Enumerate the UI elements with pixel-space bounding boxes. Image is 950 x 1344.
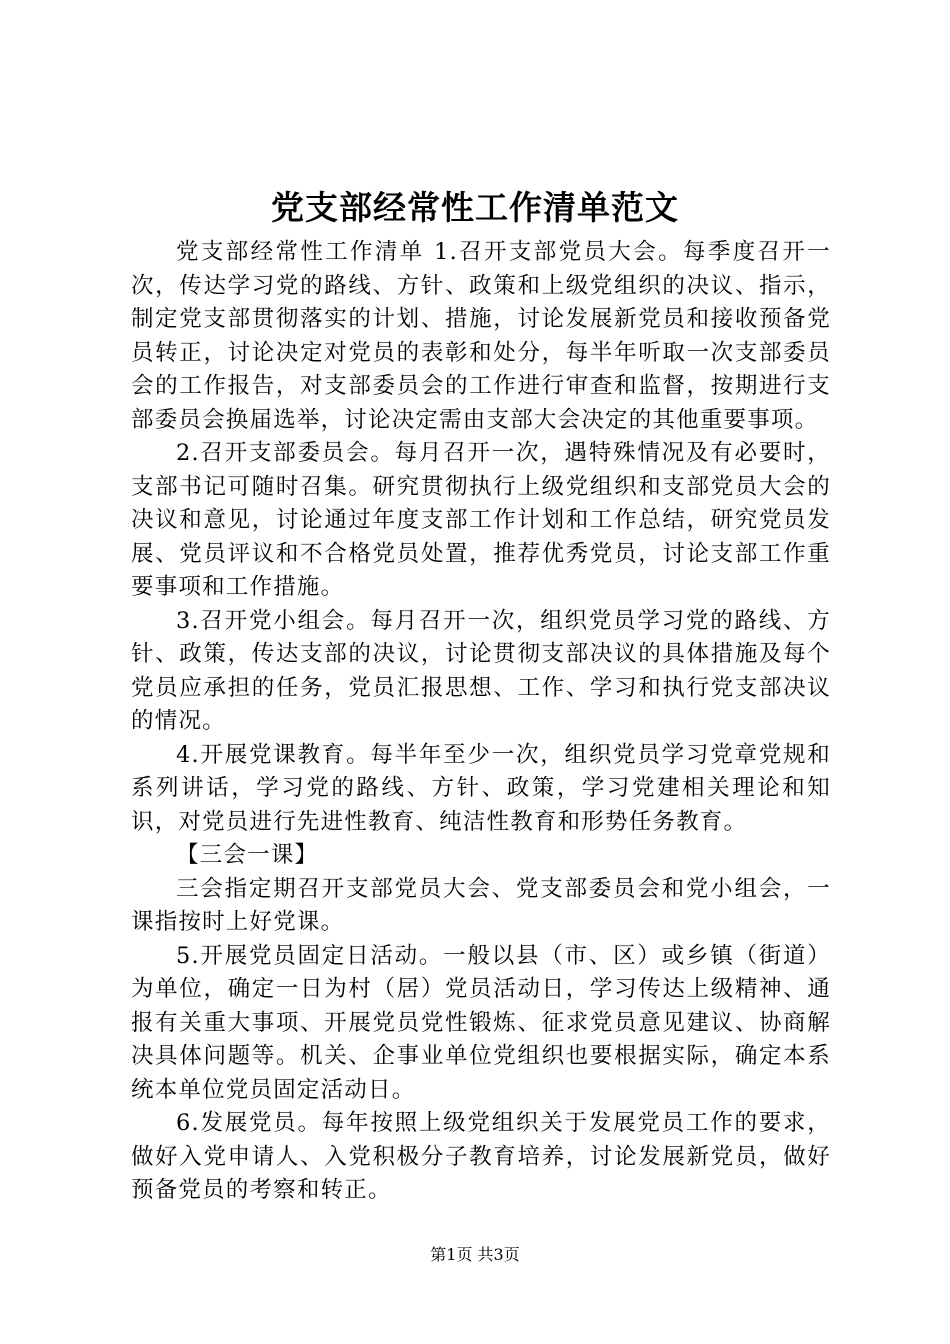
document-body xyxy=(131,236,831,1208)
paragraph-3: 3.召开党小组会。每月召开一次，组织党员学习党的路线、方针、政策，传达支部的决议，讨论贯彻支部决议的具体措施及每个党员应承担的任务，党员汇报思想、工作、学习和执行党支部决议的情况。 xyxy=(131,607,831,734)
section-heading-san-hui-yi-ke: 【三会一课】 xyxy=(176,842,319,868)
paragraph-4: 4.开展党课教育。每半年至少一次，组织党员学习党章党规和系列讲话，学习党的路线、方针、政策，学习党建相关理论和知识，对党员进行先进性教育、纯洁性教育和形势任务教育。 xyxy=(131,741,831,835)
paragraph-definition: 三会指定期召开支部党员大会、党支部委员会和党小组会，一课指按时上好党课。 xyxy=(131,875,831,935)
page-footer: 第1页 共3页 xyxy=(430,1245,520,1264)
paragraph-2: 2.召开支部委员会。每月召开一次，遇特殊情况及有必要时，支部书记可随时召集。研究贯彻执行上级党组织和支部党员大会的决议和意见，讨论通过年度支部工作计划和工作总结，研究党员发展、党员评议和不合格党员处置，推荐优秀党员，讨论支部工作重要事项和工作措施。 xyxy=(131,440,831,600)
paragraph-6: 6.发展党员。每年按照上级党组织关于发展党员工作的要求，做好入党申请人、入党积极分子教育培养，讨论发展新党员，做好预备党员的考察和转正。 xyxy=(131,1110,831,1203)
paragraph-1: 党支部经常性工作清单 1.召开支部党员大会。每季度召开一次，传达学习党的路线、方针、政策和上级党组织的决议、指示，制定党支部贯彻落实的计划、措施，讨论发展新党员和接收预备党员转正，讨论决定对党员的表彰和处分，每半年听取一次支部委员会的工作报告，对支部委员会的工作进行审查和监督，按期进行支部委员会换届选举，讨论决定需由支部大会决定的其他重要事项。 xyxy=(131,239,831,433)
paragraph-5: 5.开展党员固定日活动。一般以县（市、区）或乡镇（街道）为单位，确定一日为村（居）党员活动日，学习传达上级精神、通报有关重大事项、开展党员党性锻炼、征求党员意见建议、协商解决具体问题等。机关、企事业单位党组织也要根据实际，确定本系统本单位党员固定活动日。 xyxy=(131,942,831,1103)
document-title: 党支部经常性工作清单范文 xyxy=(271,188,679,227)
